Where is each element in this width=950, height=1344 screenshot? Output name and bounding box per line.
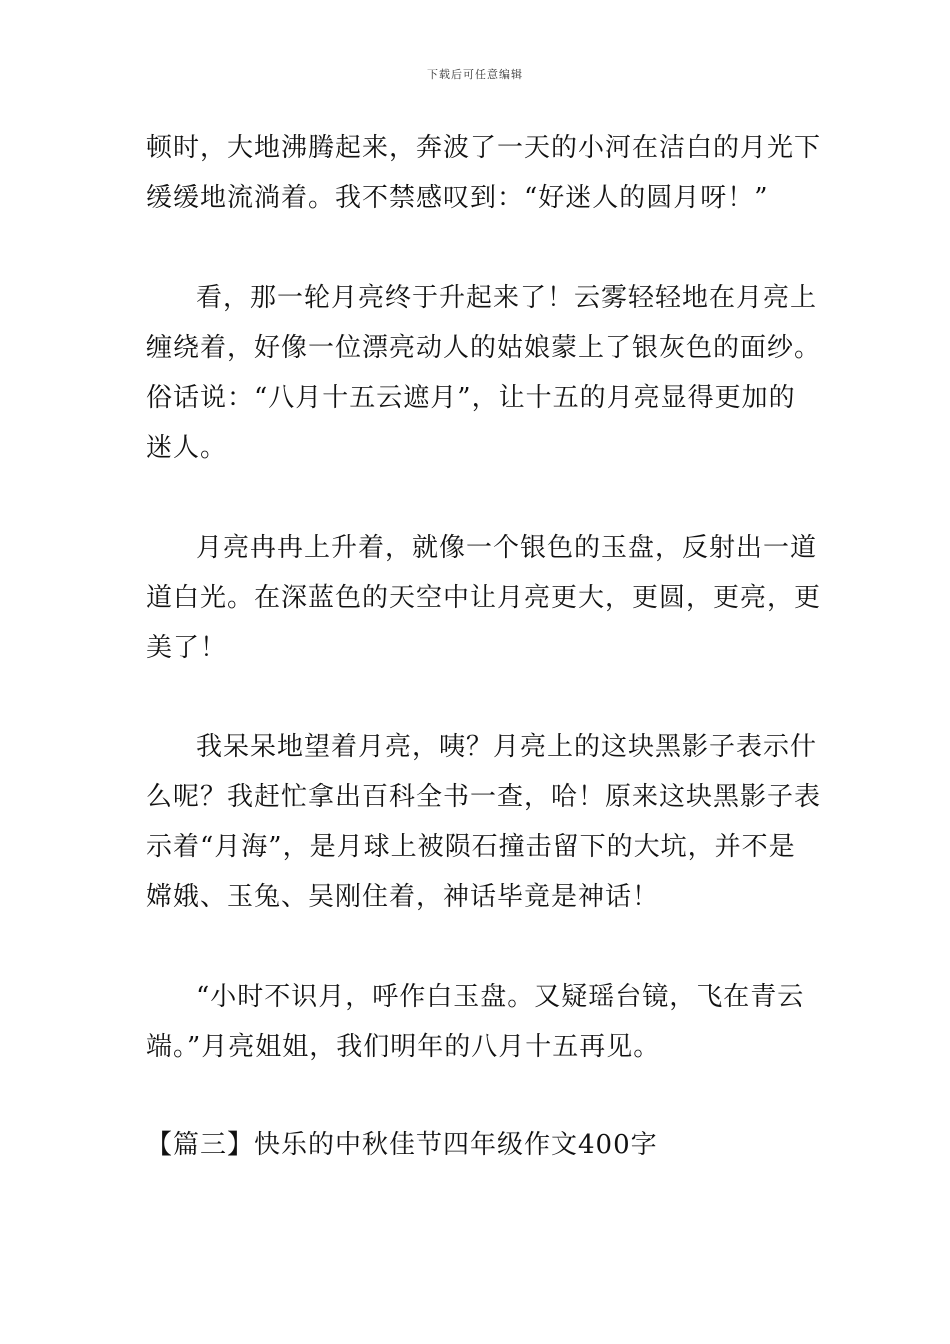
section-heading: 【篇三】快乐的中秋佳节四年级作文400字 — [146, 1130, 658, 1160]
paragraph-line: 缠绕着，好像一位漂亮动人的姑娘蒙上了银灰色的面纱。 — [146, 333, 822, 363]
paragraph-line: 顿时，大地沸腾起来，奔波了一天的小河在洁白的月光下 — [146, 133, 822, 163]
paragraph-line: 道白光。在深蓝色的天空中让月亮更大，更圆，更亮，更 — [146, 583, 822, 613]
paragraph-line: 迷人。 — [146, 433, 228, 463]
paragraph-line: 俗话说：“八月十五云遮月”，让十五的月亮显得更加的 — [146, 383, 796, 413]
paragraph-line: 嫦娥、玉兔、吴刚住着，神话毕竟是神话！ — [146, 882, 660, 912]
paragraph-line: 缓缓地流淌着。我不禁感叹到：“好迷人的圆月呀！” — [146, 183, 769, 213]
paragraph-line: 么呢？我赶忙拿出百科全书一查，哈！原来这块黑影子表 — [146, 782, 822, 812]
paragraph-line: 看，那一轮月亮终于升起来了！云雾轻轻地在月亮上 — [196, 283, 818, 313]
paragraph-line: 示着“月海”，是月球上被陨石撞击留下的大坑，并不是 — [146, 832, 796, 862]
paragraph-line: 我呆呆地望着月亮，咦？月亮上的这块黑影子表示什 — [196, 732, 818, 762]
header-note: 下载后可任意编辑 — [427, 68, 523, 81]
paragraph-line: 美了！ — [146, 633, 228, 663]
paragraph-line: “小时不识月，呼作白玉盘。又疑瑶台镜，飞在青云 — [196, 982, 805, 1012]
paragraph-line: 月亮冉冉上升着，就像一个银色的玉盘，反射出一道 — [196, 533, 818, 563]
paragraph-line: 端。”月亮姐姐，我们明年的八月十五再见。 — [146, 1032, 661, 1062]
